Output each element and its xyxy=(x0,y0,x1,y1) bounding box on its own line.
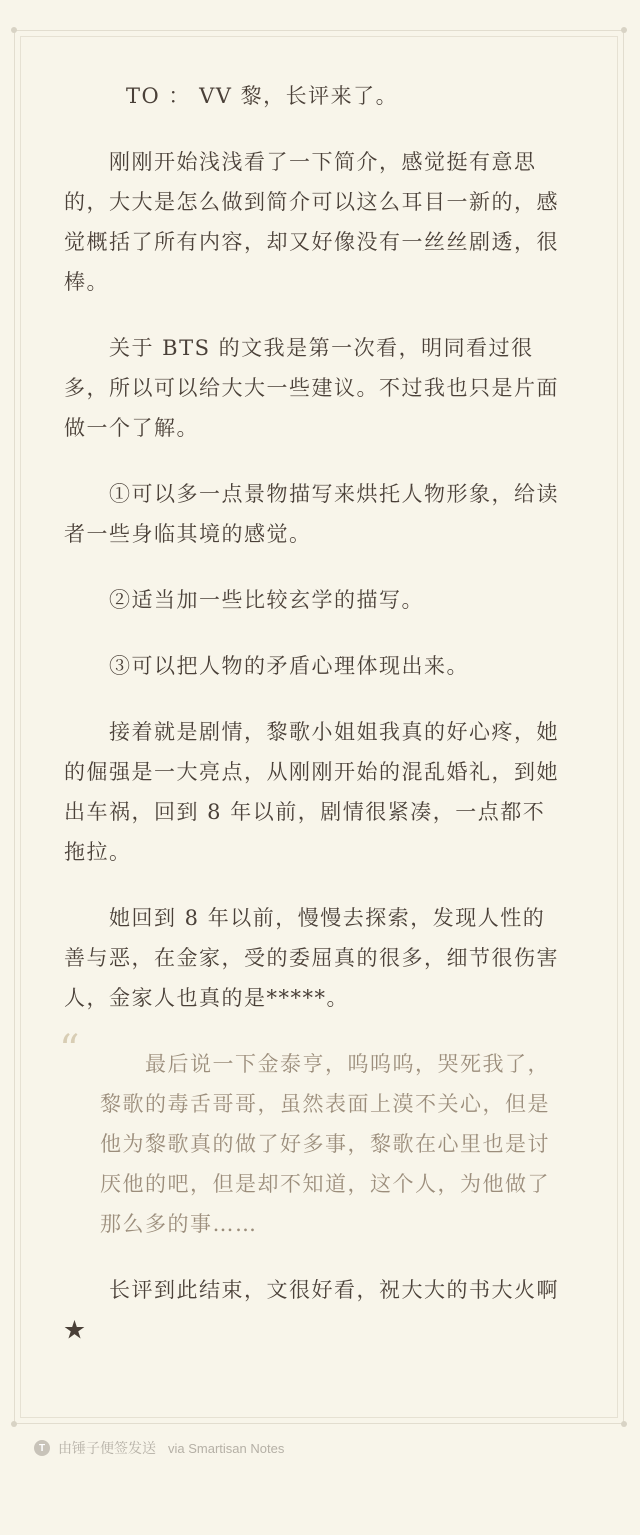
note-paragraph: 她回到 8 年以前，慢慢去探索，发现人性的善与恶，在金家，受的委屈真的很多，细节很伤害人，金家人也真的是*****。 xyxy=(64,906,559,1010)
note-greeting: TO ： VV 黎，长评来了。 xyxy=(126,84,399,108)
note-paragraph: ②适当加一些比较玄学的描写。 xyxy=(64,588,424,612)
note-closing: 长评到此结束，文很好看，祝大大的书大火啊★ xyxy=(64,1278,559,1342)
note-blockquote xyxy=(59,1027,564,1244)
note-paragraph: ③可以把人物的矛盾心理体现出来。 xyxy=(64,654,469,678)
note-paragraph: ①可以多一点景物描写来烘托人物形象，给读者一些身临其境的感觉。 xyxy=(64,482,559,546)
note-paragraph: 关于 BTS 的文我是第一次看，明同看过很多，所以可以给大大一些建议。不过我也只是片面做一个了解。 xyxy=(64,336,559,440)
footer-sent-by: 由锤子便签发送 xyxy=(58,1440,156,1456)
note-quote-text: 最后说一下金泰亨，呜呜呜，哭死我了，黎歌的毒舌哥哥，虽然表面上漠不关心，但是他为黎歌真的做了好多事，黎歌在心里也是讨厌他的吧，但是却不知道，这个人，为他做了那么多的事…… xyxy=(100,1052,550,1236)
corner-dot xyxy=(621,1421,627,1427)
smartisan-logo-icon: T xyxy=(34,1440,50,1456)
note-paragraph: 接着就是剧情，黎歌小姐姐我真的好心疼，她的倔强是一大亮点，从刚刚开始的混乱婚礼，到她出车祸，回到 8 年以前，剧情很紧凑，一点都不拖拉。 xyxy=(64,720,559,864)
corner-dot xyxy=(11,27,17,33)
quote-mark-icon: “ xyxy=(59,1027,81,1073)
note-paragraph: 刚刚开始浅浅看了一下简介，感觉挺有意思的，大大是怎么做到简介可以这么耳目一新的，感觉概括了所有内容，却又好像没有一丝丝剧透，很棒。 xyxy=(64,150,559,294)
corner-dot xyxy=(11,1421,17,1427)
note-body xyxy=(59,76,564,1376)
note-footer xyxy=(34,1437,284,1459)
footer-via: via Smartisan Notes xyxy=(168,1440,285,1456)
corner-dot xyxy=(621,27,627,33)
